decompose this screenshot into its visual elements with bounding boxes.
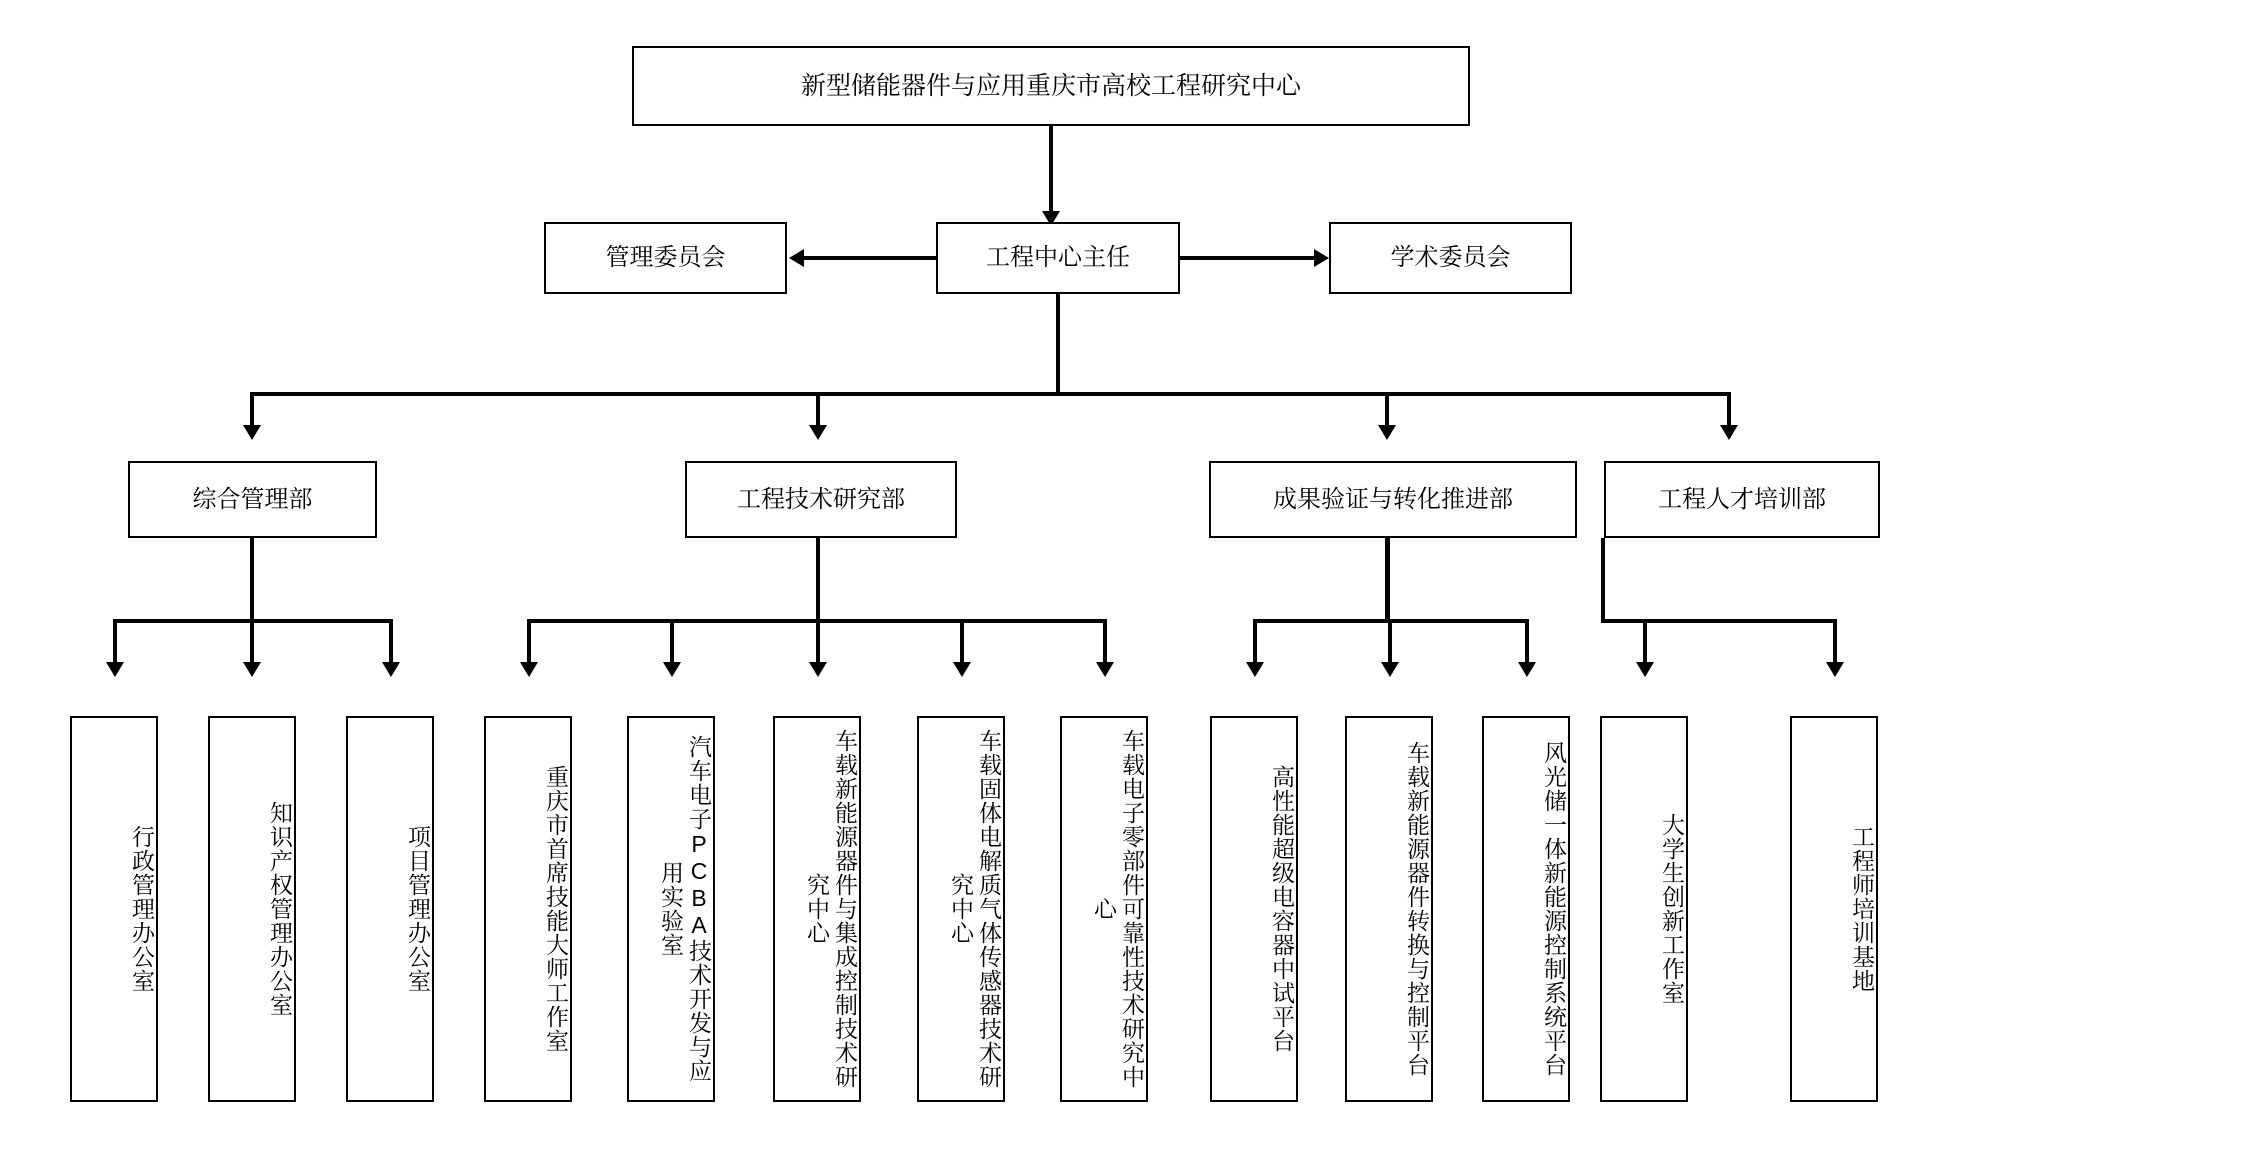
node-label: 行政管理办公室: [129, 825, 155, 993]
node-unit-12: [1600, 716, 1688, 1102]
connector-unit-10: [1388, 619, 1392, 668]
node-label: 学术委员会: [1390, 244, 1511, 272]
node-label: 知识产权管理办公室: [267, 801, 293, 1017]
arrow-dept-4: [1720, 425, 1738, 440]
node-label: 工程师培训基地: [1849, 825, 1875, 993]
node-label: 车载电子零部件可靠性技术研究中心: [1090, 729, 1145, 1089]
node-unit-11: [1482, 716, 1570, 1102]
arrow-unit-11: [1518, 662, 1536, 677]
connector-unit-8: [1103, 619, 1107, 668]
node-label: 车载新能源器件转换与控制平台: [1404, 741, 1430, 1077]
arrow-unit-3: [382, 662, 400, 677]
node-department-1: [128, 461, 377, 538]
connector-unit-9: [1253, 619, 1257, 668]
connector-director-down: [1056, 294, 1060, 395]
connector-unit-6: [816, 619, 820, 668]
node-label: 高性能超级电容器中试平台: [1269, 765, 1295, 1053]
connector-dept2-down: [816, 538, 820, 622]
arrow-dept-2: [809, 425, 827, 440]
arrow-unit-13: [1826, 662, 1844, 677]
connector-unit-11: [1525, 619, 1529, 668]
node-unit-6: [773, 716, 861, 1102]
connector-unit-4: [527, 619, 531, 668]
arrow-unit-7: [953, 662, 971, 677]
arrow-unit-9: [1246, 662, 1264, 677]
connector-unit-7: [960, 619, 964, 668]
node-label: 大学生创新工作室: [1659, 813, 1685, 1005]
node-department-3: [1209, 461, 1577, 538]
arrow-unit-5: [663, 662, 681, 677]
connector-title-to-director: [1049, 126, 1053, 216]
connector-director-to-academic: [1180, 256, 1314, 260]
arrow-to-management-committee: [789, 249, 804, 267]
arrow-unit-4: [520, 662, 538, 677]
unit-bus-dept4: [1601, 619, 1836, 623]
node-unit-7: [917, 716, 1005, 1102]
node-label: 工程人才培训部: [1658, 485, 1826, 513]
arrow-unit-12: [1636, 662, 1654, 677]
node-unit-9: [1210, 716, 1298, 1102]
department-bus: [250, 392, 1731, 396]
arrow-unit-1: [106, 662, 124, 677]
node-academic-committee: [1329, 222, 1572, 294]
node-unit-3: [346, 716, 434, 1102]
connector-unit-2: [250, 619, 254, 668]
arrow-unit-6: [809, 662, 827, 677]
connector-unit-1: [113, 619, 117, 668]
node-label: 车载新能源器件与集成控制技术研究中心: [803, 729, 858, 1089]
arrow-unit-8: [1096, 662, 1114, 677]
arrow-to-academic-committee: [1314, 249, 1329, 267]
node-label: 风光储一体新能源控制系统平台: [1541, 741, 1567, 1077]
node-label: 车载固体电解质气体传感器技术研究中心: [947, 729, 1002, 1089]
node-unit-13: [1790, 716, 1878, 1102]
connector-director-to-management: [802, 256, 936, 260]
connector-dept4-down: [1601, 538, 1605, 622]
connector-unit-5: [670, 619, 674, 668]
node-unit-4: [484, 716, 572, 1102]
node-management-committee: [544, 222, 787, 294]
arrow-unit-10: [1381, 662, 1399, 677]
arrow-dept-1: [243, 425, 261, 440]
node-unit-8: [1060, 716, 1148, 1102]
node-unit-5: [627, 716, 715, 1102]
node-center-title: [632, 46, 1470, 126]
arrow-dept-3: [1378, 425, 1396, 440]
node-director: [936, 222, 1180, 294]
node-label: 汽车电子PCBA技术开发与应用实验室: [657, 735, 712, 1083]
node-unit-10: [1345, 716, 1433, 1102]
node-department-2: [685, 461, 957, 538]
node-label: 重庆市首席技能大师工作室: [543, 765, 569, 1053]
arrow-unit-2: [243, 662, 261, 677]
node-label: 新型储能器件与应用重庆市高校工程研究中心: [800, 71, 1301, 100]
node-department-4: [1604, 461, 1880, 538]
node-unit-2: [208, 716, 296, 1102]
connector-dept3-down: [1385, 538, 1390, 622]
node-unit-1: [70, 716, 158, 1102]
connector-unit-12: [1643, 619, 1647, 668]
connector-unit-3: [389, 619, 393, 668]
connector-unit-13: [1833, 619, 1837, 668]
node-label: 综合管理部: [192, 485, 313, 513]
node-label: 工程中心主任: [986, 244, 1130, 272]
node-label: 项目管理办公室: [405, 825, 431, 993]
node-label: 工程技术研究部: [737, 485, 905, 513]
connector-dept1-down: [250, 538, 254, 622]
node-label: 管理委员会: [605, 244, 726, 272]
node-label: 成果验证与转化推进部: [1273, 485, 1513, 513]
